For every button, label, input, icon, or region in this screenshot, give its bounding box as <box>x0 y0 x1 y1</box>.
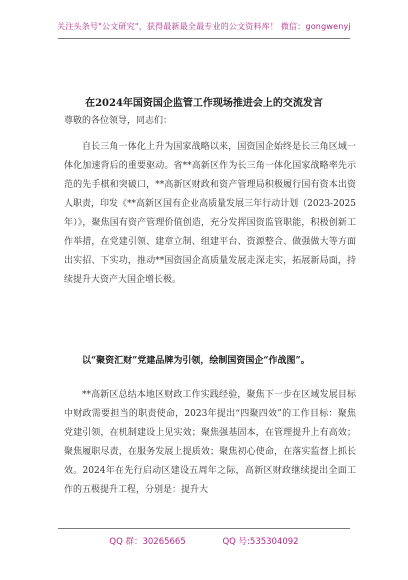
paragraph-section: **高新区总结本地区财政工作实践经验，聚焦下一步在区域发展目标中财政需要担当的职责使命，2023年提出“四聚四效”的工作目标：聚焦党建引领，在机制建设上见实效；聚焦强基固本，在管理提升上有高效；聚焦履职尽责，在服务发展上提质效；聚焦初心使命，在落实监督上抓长效。2024年在先行启动区建设五周年之际，高新区财政继续提出全面工作的五极提升工程，分别是：提升大 <box>64 390 356 495</box>
document-title: 在2024年国资国企监管工作现场推进会上的交流发言 <box>85 98 323 109</box>
page-footer <box>0 535 408 547</box>
salutation: 尊敬的各位领导，同志们： <box>64 116 173 126</box>
header-banner: 关注头条号"公文研究"，获得最新最全最专业的公文资料库！ 微信：gongwenyj <box>57 22 351 31</box>
footer-divider <box>58 528 350 529</box>
paragraph-intro: 自长三角一体化上升为国家战略以来，国资国企始终是长三角区域一体化加速背后的重要驱动。省**高新区作为长三角一体化国家战略率先示范的先手棋和突破口，**高新区财政和资产管理局积极履行国有资本出资人职责，印发《**高新区国有企业高质量发展三年行动计划（2023-2025年）》，聚焦国有资产管理价值创造，充分发挥国资监管职能，积极创新工作举措，在党建引领、建章立制、组建平台、资源整合、做强做大等方面出实招、下实功，推动**国资国企高质量发展走深走实，拓展新局面，持续提升大资产大国企增长极。 <box>64 142 356 285</box>
footer-qq-number: QQ 号:535304092 <box>222 537 299 547</box>
footer-qq-group: QQ 群：30265665 <box>109 537 186 547</box>
page-header <box>0 0 408 60</box>
section-heading: 以“聚资汇财”党建品牌为引领，绘制国资国企“作战图”。 <box>82 356 310 366</box>
header-divider <box>58 38 350 39</box>
